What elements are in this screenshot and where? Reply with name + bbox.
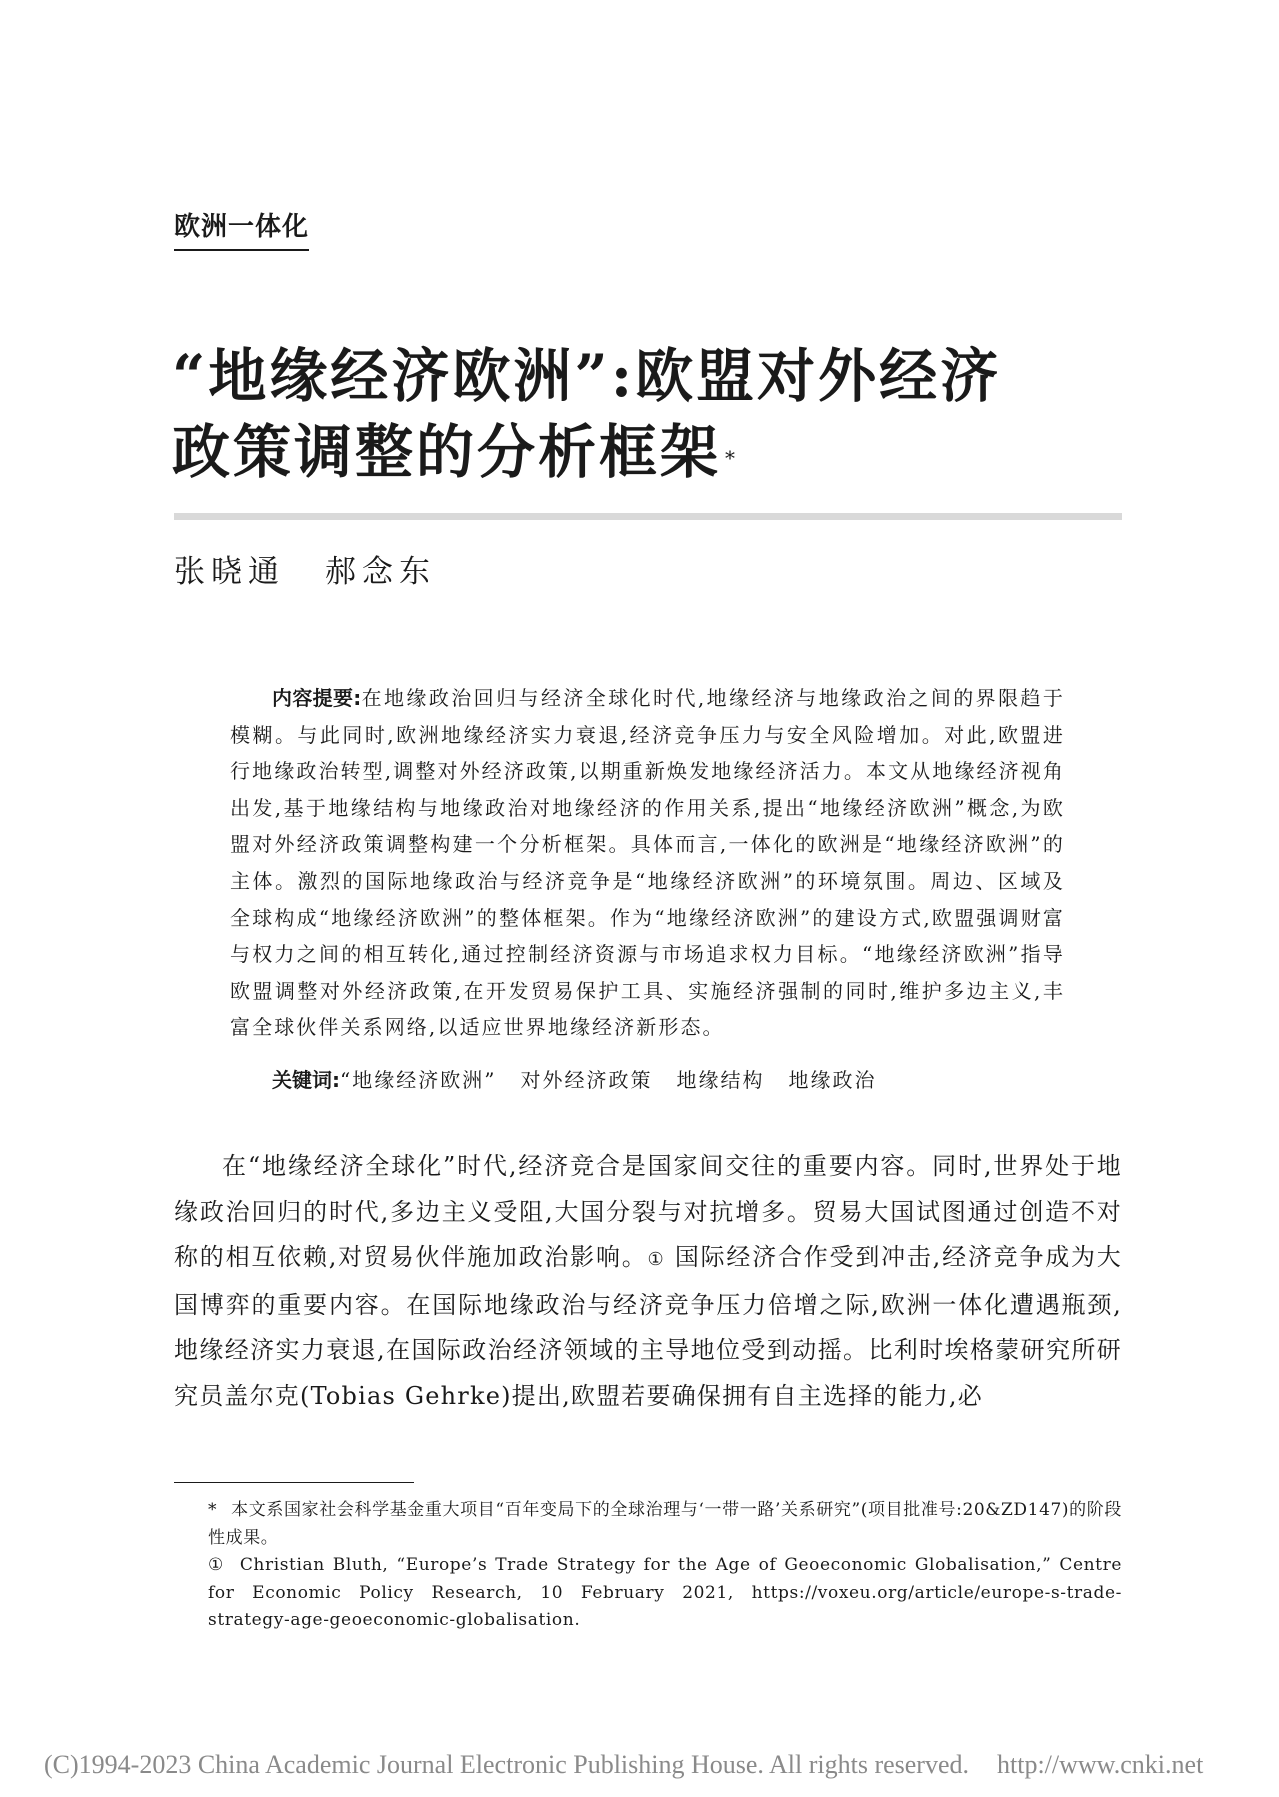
footnote-funding xyxy=(174,1497,1122,1552)
title-footnote-mark: * xyxy=(725,446,739,470)
keywords-label: 关键词: xyxy=(272,1068,340,1092)
abstract-label: 内容提要: xyxy=(272,686,362,710)
body-text-part-1: 在“地缘经济全球化”时代,经济竞合是国家间交往的重要内容。同时,世界处于地缘政治回归的时代,多边主义受阻,大国分裂与对抗增多。贸易大国试图通过创造不对称的相互依赖,对贸易伙伴施加政治影响。 xyxy=(174,1152,1122,1271)
footnote-text: 本文系国家社会科学基金重大项目“百年变局下的全球治理与‘一带一路’关系研究”(项目批准号:20&ZD147)的阶段性成果。 xyxy=(208,1500,1122,1548)
footnote-divider xyxy=(174,1482,414,1483)
body-text-part-2: 国际经济合作受到冲击,经济竞争成为大国博弈的重要内容。在国际地缘政治与经济竞争压力倍增之际,欧洲一体化遭遇瓶颈,地缘经济实力衰退,在国际政治经济领域的主导地位受到动摇。比利时埃格蒙研究所研究员盖尔克(Tobias Gehrke)提出,欧盟若要确保拥有自主选择的能力,必 xyxy=(174,1243,1122,1410)
footnote-text: Christian Bluth, “Europe’s Trade Strategy for the Age of Geoeconomic Globalisation,” Centre for Economic Policy Research, 10 February 2021, https://voxeu.org/article/europe-s-trade-strategy-age-geoeconomic-globalisation. xyxy=(208,1555,1123,1630)
abstract xyxy=(230,680,1065,1046)
keyword: 对外经济政策 xyxy=(520,1068,653,1092)
author-name: 郝念东 xyxy=(325,554,436,590)
title-line-1: “地缘经济欧洲”:欧盟对外经济 xyxy=(172,342,1002,410)
footnote-citation xyxy=(174,1552,1122,1635)
footnote-mark: ① xyxy=(208,1555,226,1575)
keywords xyxy=(272,1064,876,1093)
author-name: 张晓通 xyxy=(174,554,285,590)
title-divider xyxy=(174,513,1122,520)
title-line-2 xyxy=(172,414,1132,490)
keyword: 地缘政治 xyxy=(788,1068,877,1092)
abstract-text: 在地缘政治回归与经济全球化时代,地缘经济与地缘政治之间的界限趋于模糊。与此同时,欧洲地缘经济实力衰退,经济竞争压力与安全风险增加。对此,欧盟进行地缘政治转型,调整对外经济政策,以期重新焕发地缘经济活力。本文从地缘经济视角出发,基于地缘结构与地缘政治对地缘经济的作用关系,提出“地缘经济欧洲”概念,为欧盟对外经济政策调整构建一个分析框架。具体而言,一体化的欧洲是“地缘经济欧洲”的主体。激烈的国际地缘政治与经济竞争是“地缘经济欧洲”的环境氛围。周边、区域及全球构成“地缘经济欧洲”的整体框架。作为“地缘经济欧洲”的建设方式,欧盟强调财富与权力之间的相互转化,通过控制经济资源与市场追求权力目标。“地缘经济欧洲”指导欧盟调整对外经济政策,在开发贸易保护工具、实施经济强制的同时,维护多边主义,丰富全球伙伴关系网络,以适应世界地缘经济新形态。 xyxy=(230,686,1066,1040)
footnote-reference[interactable]: ① xyxy=(647,1249,666,1270)
footnotes xyxy=(174,1497,1122,1635)
keyword: “地缘经济欧洲” xyxy=(340,1068,497,1092)
copyright-text: (C)1994-2023 China Academic Journal Electronic Publishing House. All rights reserved. xyxy=(44,1750,969,1779)
author-list xyxy=(174,546,436,591)
cnki-link[interactable]: http://www.cnki.net xyxy=(997,1750,1204,1779)
copyright-watermark xyxy=(44,1750,1203,1780)
keyword: 地缘结构 xyxy=(676,1068,765,1092)
section-label: 欧洲一体化 xyxy=(174,206,309,251)
article-title xyxy=(172,338,1132,490)
footnote-mark: * xyxy=(208,1500,218,1520)
body-paragraph xyxy=(174,1144,1122,1419)
title-line-2-text: 政策调整的分析框架 xyxy=(172,418,722,486)
